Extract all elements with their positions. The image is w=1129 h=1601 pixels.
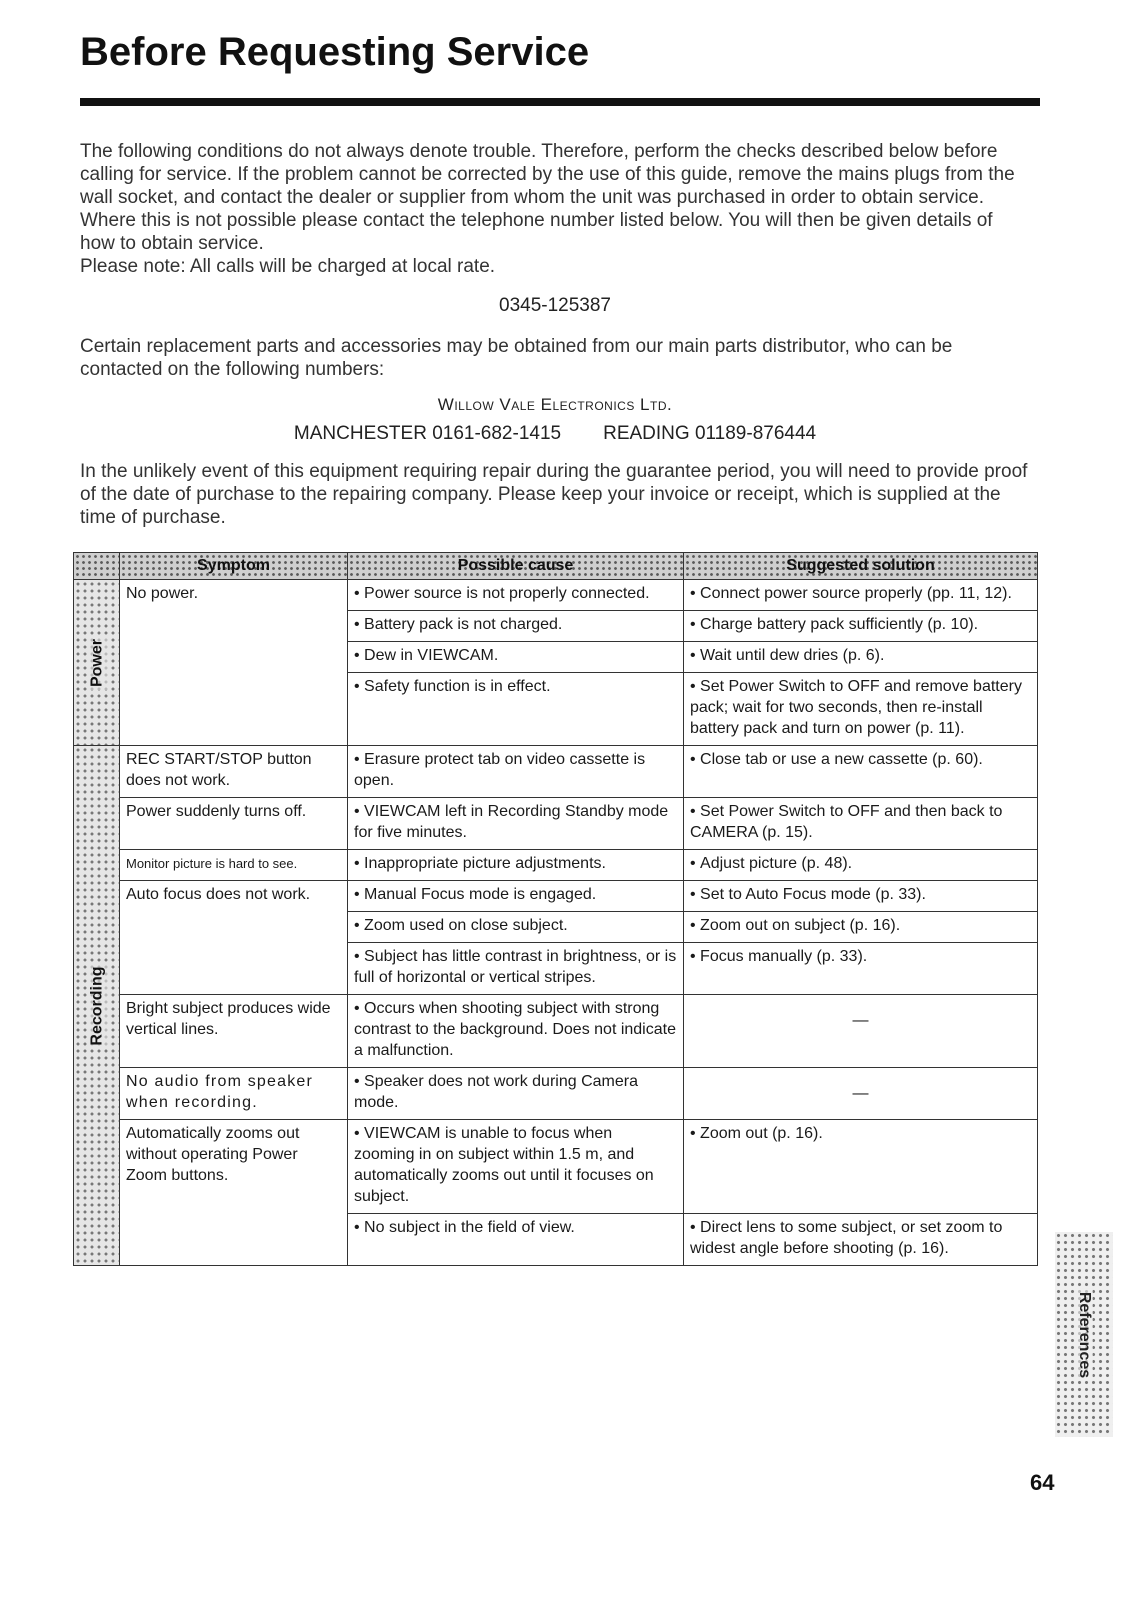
category-power-label: Power [86,635,107,689]
cause-text: • Subject has little contrast in brightness, or is full of horizontal or vertical stripes. [354,948,676,986]
solution-text: • Focus manually (p. 33). [690,948,867,965]
solution-cell [684,798,1038,850]
table-row [74,995,1038,1068]
symptom-cell: REC START/STOP button does not work. [120,746,348,798]
cause-cell [348,798,684,850]
table-row [74,746,1038,798]
cause-cell [348,995,684,1068]
header-cause: Possible cause [348,553,684,580]
symptom-cell: Auto focus does not work. [120,881,348,995]
solution-cell [684,1120,1038,1214]
symptom-cell: Power suddenly turns off. [120,798,348,850]
intro-paragraph [80,140,1030,278]
category-recording-label: Recording [86,963,107,1048]
side-tab-references [1055,1232,1113,1437]
cause-text: • Erasure protect tab on video cassette is open. [354,751,645,789]
solution-cell [684,580,1038,611]
category-recording [74,746,120,1266]
solution-cell [684,673,1038,746]
solution-cell [684,611,1038,642]
side-tab-label: References [1075,1288,1093,1380]
distributor-name: Willow Vale Electronics Ltd. [437,395,673,414]
cause-cell [348,912,684,943]
solution-dash: — [852,1085,869,1102]
solution-text: • Connect power source properly (pp. 11, 12). [690,585,1012,602]
solution-dash: — [852,1012,869,1029]
cause-cell [348,1214,684,1266]
cause-text: • No subject in the field of view. [354,1219,575,1236]
table-row [74,850,1038,881]
cause-text: • Dew in VIEWCAM. [354,647,498,664]
solution-cell [684,1068,1038,1120]
solution-text: • Set Power Switch to OFF and remove battery pack; wait for two seconds, then re-install battery pack and turn on power (p. 11). [690,678,1022,737]
solution-cell [684,642,1038,673]
solution-text: • Direct lens to some subject, or set zoom to widest angle before shooting (p. 16). [690,1219,1002,1257]
cause-text: • Safety function is in effect. [354,678,551,695]
title-rule [80,98,1040,106]
table-row [74,881,1038,912]
cause-cell [348,1068,684,1120]
solution-text: • Close tab or use a new cassette (p. 60). [690,751,983,768]
distributor-numbers [80,423,1030,445]
page-number: 64 [1030,1470,1055,1495]
solution-text: • Set to Auto Focus mode (p. 33). [690,886,926,903]
cause-text: • Speaker does not work during Camera mode. [354,1073,638,1111]
solution-cell [684,995,1038,1068]
cause-text: • Power source is not properly connected. [354,585,650,602]
table-row [74,1068,1038,1120]
solution-cell [684,746,1038,798]
distributor-manchester: MANCHESTER 0161-682-1415 [293,423,562,444]
solution-cell [684,943,1038,995]
parts-paragraph: Certain replacement parts and accessories may be obtained from our main parts distributor, who can be contacted on the following numbers: [80,336,953,380]
cause-text: • VIEWCAM left in Recording Standby mode for five minutes. [354,803,668,841]
table-row [74,798,1038,850]
cause-text: • Inappropriate picture adjustments. [354,855,606,872]
cause-cell [348,850,684,881]
page-title: Before Requesting Service [80,30,590,74]
distributor-reading: READING 01189-876444 [603,423,817,444]
solution-cell [684,850,1038,881]
cause-cell [348,611,684,642]
guarantee-paragraph: In the unlikely event of this equipment requiring repair during the guarantee period, you will need to provide proof of the date of purchase to the repairing company. Please keep your invoice or receipt, which is supplied at the time of purchase. [80,461,1028,528]
cause-cell [348,580,684,611]
cause-cell [348,642,684,673]
cause-cell [348,1120,684,1214]
solution-cell [684,912,1038,943]
solution-text: • Zoom out on subject (p. 16). [690,917,900,934]
service-phone: 0345-125387 [499,295,611,316]
solution-text: • Zoom out (p. 16). [690,1125,823,1142]
solution-text: • Adjust picture (p. 48). [690,855,852,872]
solution-text: • Wait until dew dries (p. 6). [690,647,884,664]
cause-cell [348,673,684,746]
cause-cell [348,746,684,798]
solution-cell [684,1214,1038,1266]
header-corner [74,553,120,580]
header-symptom: Symptom [120,553,348,580]
troubleshooting-table [73,552,1038,1266]
table-row [74,1120,1038,1214]
symptom-cell: No audio from speaker when recording. [120,1068,348,1120]
category-power [74,580,120,746]
intro-text: The following conditions do not always denote trouble. Therefore, perform the checks described below before calling for service. If the problem cannot be corrected by the use of this guide, remove the mains plugs from the wall socket, and contact the dealer or supplier from whom the unit was purchased in order to obtain service. Where this is not possible please contact the telephone number listed below. You will then be given details of how to obtain service. [80,141,1015,254]
cause-text: • Battery pack is not charged. [354,616,562,633]
solution-text: • Charge battery pack sufficiently (p. 10). [690,616,978,633]
symptom-cell: Automatically zooms out without operating Power Zoom buttons. [120,1120,348,1266]
table-row [74,580,1038,611]
cause-text: • VIEWCAM is unable to focus when zooming in on subject within 1.5 m, and automatically zooms out until it focuses on subject. [354,1125,654,1205]
intro-note: Please note: All calls will be charged at local rate. [80,256,496,277]
cause-text: • Manual Focus mode is engaged. [354,886,596,903]
symptom-cell: Bright subject produces wide vertical lines. [120,995,348,1068]
symptom-cell: No power. [120,580,348,746]
cause-cell [348,943,684,995]
symptom-cell: Monitor picture is hard to see. [120,850,348,881]
cause-text: • Occurs when shooting subject with strong contrast to the background. Does not indicate a malfunction. [354,1000,676,1059]
solution-cell [684,881,1038,912]
table-header-row [74,553,1038,580]
cause-text: • Zoom used on close subject. [354,917,568,934]
cause-cell [348,881,684,912]
solution-text: • Set Power Switch to OFF and then back to CAMERA (p. 15). [690,803,1002,841]
header-solution: Suggested solution [684,553,1038,580]
